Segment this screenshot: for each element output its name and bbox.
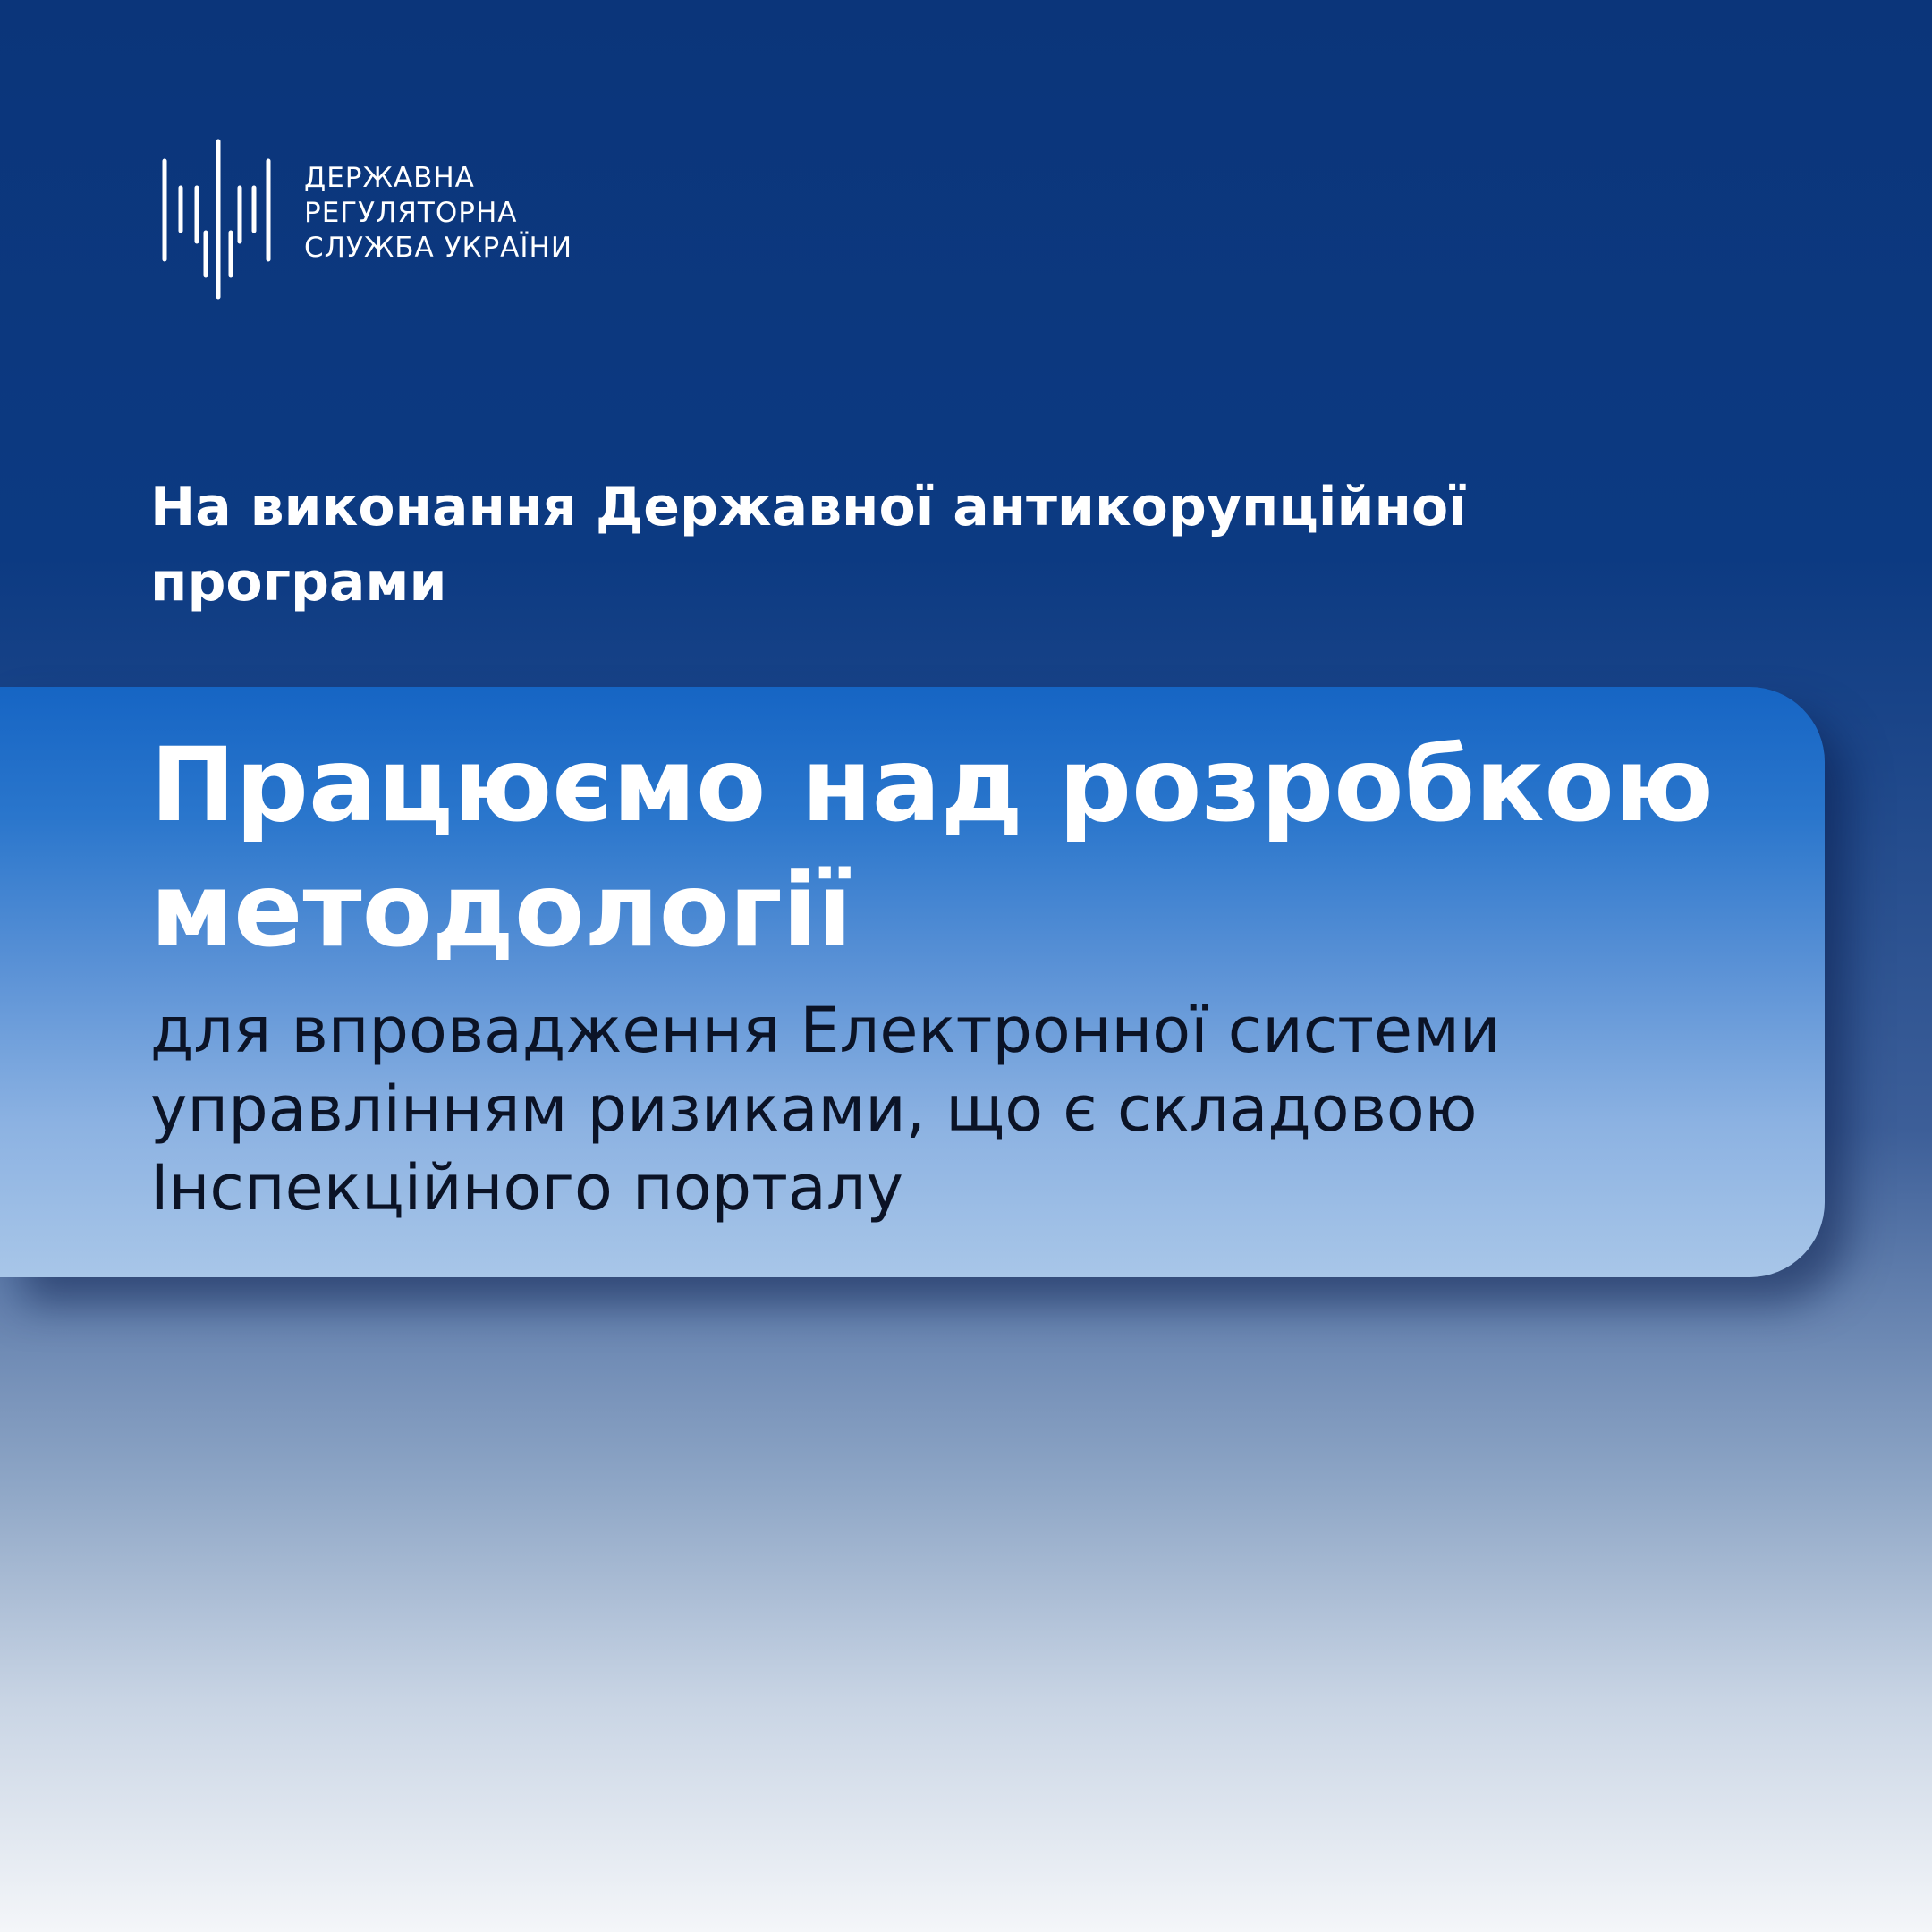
headline-line: методології [150, 851, 852, 970]
subtitle [150, 470, 1850, 620]
subtitle-line: програми [150, 551, 447, 614]
body-text-line: Інспекційного порталу [150, 1151, 903, 1224]
body-text-line: для впровадження Електронної системи [150, 994, 1501, 1067]
barcode-lines-logo-icon [159, 134, 275, 304]
body-text-line: управлінням ризиками, що є складовою [150, 1072, 1478, 1146]
headline-line: Працюємо над розробкою [150, 725, 1714, 844]
organization-name-line: СЛУЖБА УКРАЇНИ [304, 232, 573, 264]
organization-name-line: РЕГУЛЯТОРНА [304, 197, 518, 229]
organization-name [304, 161, 572, 266]
body-text [150, 991, 1832, 1227]
headline [150, 723, 1832, 973]
subtitle-line: На виконання Державної антикорупційної [150, 476, 1467, 538]
organization-name-line: ДЕРЖАВНА [304, 162, 475, 194]
organization-logo [159, 134, 696, 313]
